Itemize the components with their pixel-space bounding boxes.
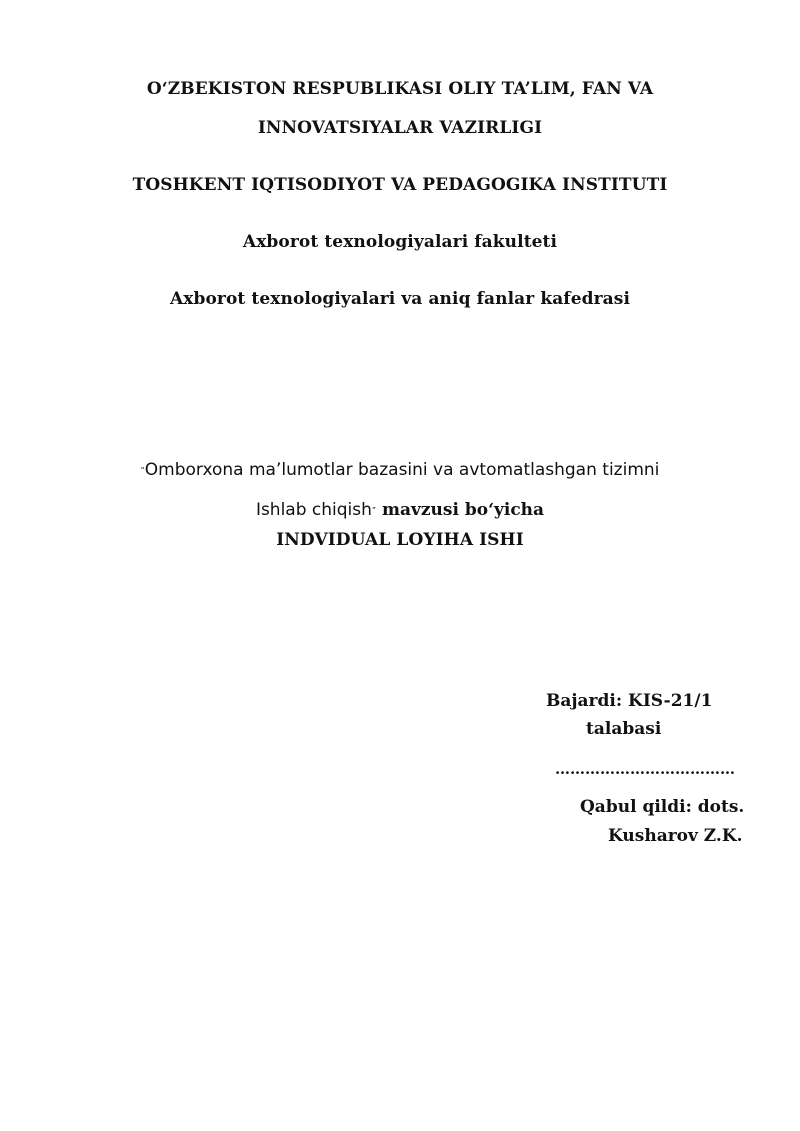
ministry-line-1: O‘ZBEKISTON RESPUBLIKASI OLIY TA’LIM, FAN VA (146, 79, 654, 99)
teacher-name: Kusharov Z.K. (608, 826, 743, 846)
performed-by: Bajardi: KIS-21/1 (546, 691, 713, 711)
close-quote: ” (371, 506, 377, 515)
student-label: talabasi (586, 719, 662, 739)
topic-line-1 (0, 460, 800, 480)
student-name-blank: ……………………………… (555, 760, 735, 778)
department-name: Axborot texnologiyalari va aniq fanlar kafedrasi (169, 289, 631, 309)
institute-name: TOSHKENT IQTISODIYOT VA PEDAGOGIKA INSTITUTI (132, 175, 668, 195)
topic-line-1-text: Omborxona ma’lumotlar bazasini va avtomatlashgan tizimni (144, 460, 660, 480)
topic-line-2 (0, 500, 800, 520)
ministry-line-2: INNOVATSIYALAR VAZIRLIGI (257, 118, 543, 138)
work-type: INDVIDUAL LOYIHA ISHI (276, 530, 524, 550)
open-quote: “ (140, 466, 145, 475)
accepted-by: Qabul qildi: dots. (580, 797, 745, 817)
topic-line-2-part-2: mavzusi bo‘yicha (376, 500, 545, 520)
faculty-name: Axborot texnologiyalari fakulteti (242, 232, 558, 252)
topic-line-2-part-1: Ishlab chiqish (255, 500, 372, 520)
